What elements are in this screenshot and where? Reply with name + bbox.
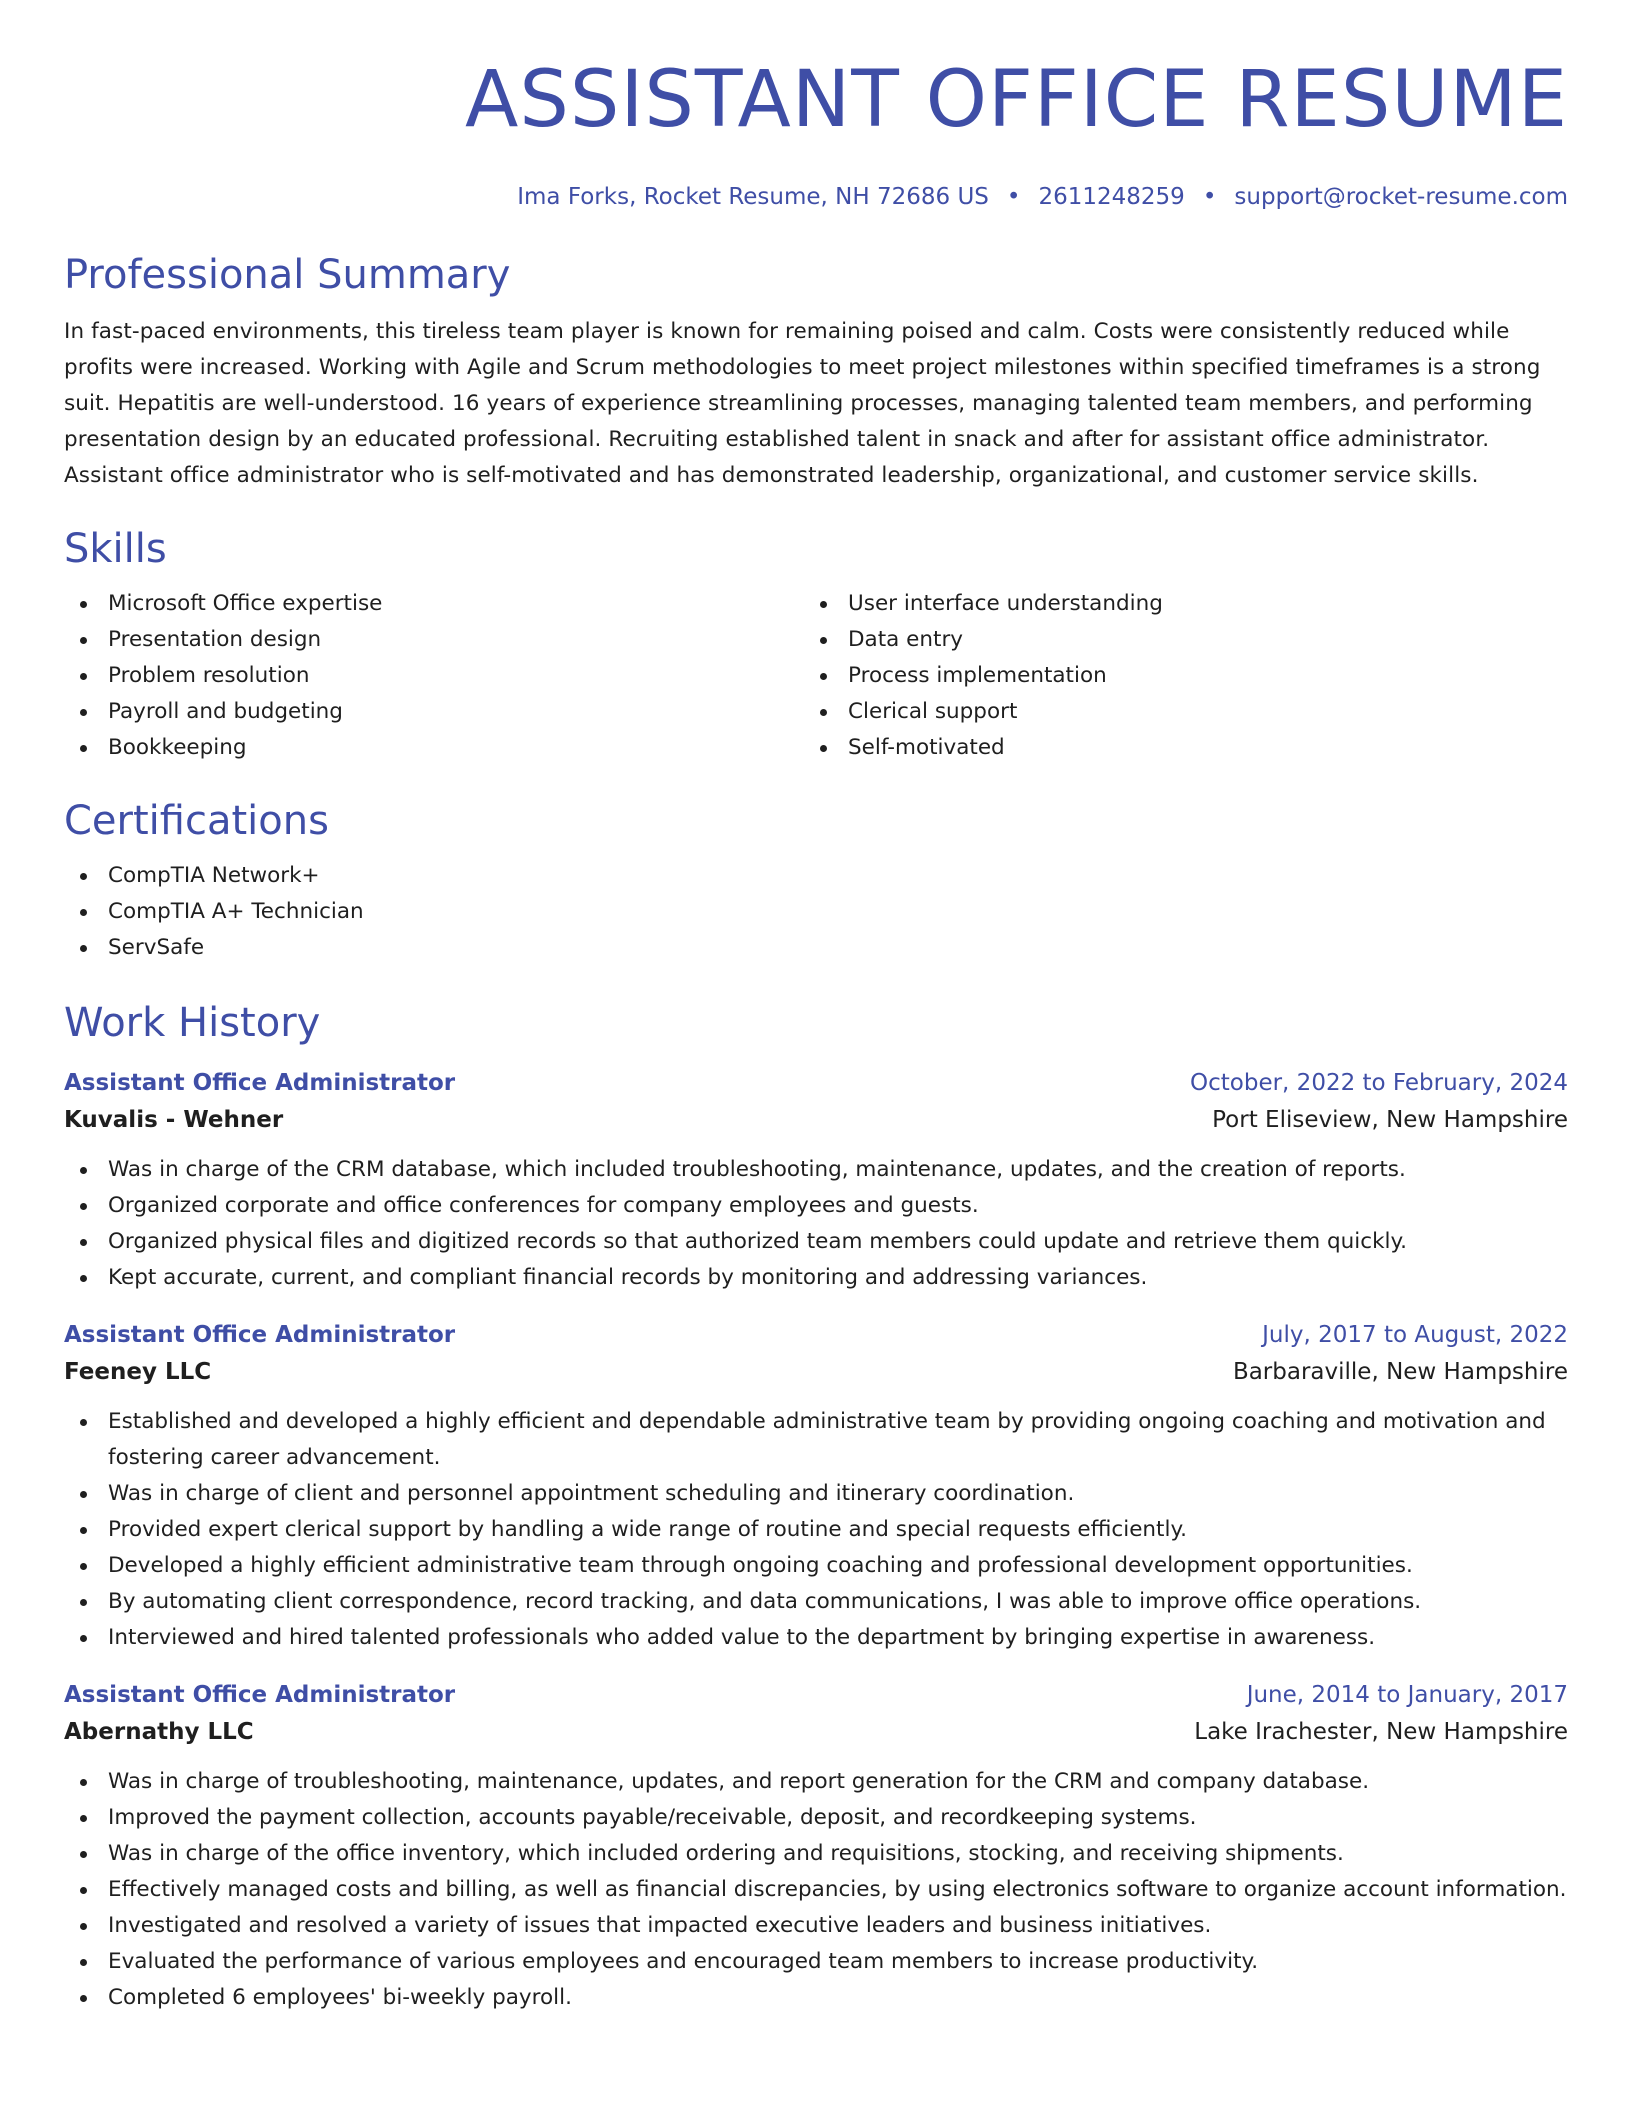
job-bullet: By automating client correspondence, record tracking, and data communications, I was able to improve office operations. [64,1584,1568,1620]
job-bullet: Completed 6 employees' bi-weekly payroll. [64,1980,1568,2016]
skills-heading: Skills [64,526,167,572]
job-dates: June, 2014 to January, 2017 [1246,1682,1568,1708]
job-bullet: Organized corporate and office conferences for company employees and guests. [64,1188,1568,1224]
skills-grid [64,586,1568,766]
resume-title: ASSISTANT OFFICE RESUME [465,55,1568,145]
job-bullet: Improved the payment collection, accounts payable/receivable, deposit, and recordkeeping systems. [64,1800,1568,1836]
job-bullet: Developed a highly efficient administrative team through ongoing coaching and professional development opportunities. [64,1548,1568,1584]
job-header-row [64,1066,1568,1100]
job-title: Assistant Office Administrator [64,1682,456,1708]
contact-phone: 2611248259 [1038,184,1185,210]
skill-item: Clerical support [804,694,1568,730]
job-entry [64,1318,1568,1656]
contact-email[interactable]: support@rocket-resume.com [1234,184,1568,210]
job-bullet: Established and developed a highly efficient and dependable administrative team by providing ongoing coaching and motivation and fostering career advancement. [64,1404,1568,1476]
job-bullets [64,1152,1568,1296]
resume-header [64,50,1568,212]
skills-list-right [804,586,1568,766]
job-bullet: Was in charge of client and personnel appointment scheduling and itinerary coordination. [64,1476,1568,1512]
job-dates: October, 2022 to February, 2024 [1190,1070,1568,1096]
certification-item: ServSafe [64,930,1568,966]
job-bullets [64,1404,1568,1656]
job-bullet: Effectively managed costs and billing, as well as financial discrepancies, by using electronics software to organize account information. [64,1872,1568,1908]
job-bullets [64,1764,1568,2016]
job-location: Barbaraville, New Hampshire [1232,1359,1568,1385]
skill-item: User interface understanding [804,586,1568,622]
skills-list-left [64,586,804,766]
skill-item: Bookkeeping [64,730,804,766]
job-header-row [64,1318,1568,1352]
job-location: Port Eliseview, New Hampshire [1212,1107,1568,1133]
job-company: Kuvalis - Wehner [64,1107,284,1133]
job-title: Assistant Office Administrator [64,1322,456,1348]
summary-text: In fast-paced environments, this tireless team player is known for remaining poised and calm. Costs were consistently reduced while profits were increased. Working with Agile and Scrum methodologies to meet project milestones within specified timeframes is a strong suit. Hepatitis are well-understood. 16 years of experience streamlining processes, managing talented team members, and performing presentation design by an educated professional. Recruiting established talent in snack and after for assistant office administrator. Assistant office administrator who is self-motivated and has demonstrated leadership, organizational, and customer service skills. [64,319,1541,488]
job-dates: July, 2017 to August, 2022 [1262,1322,1568,1348]
job-bullet: Provided expert clerical support by handling a wide range of routine and special requests efficiently. [64,1512,1568,1548]
job-company-row [64,1100,1568,1140]
job-location: Lake Irachester, New Hampshire [1194,1719,1568,1745]
certification-item: CompTIA A+ Technician [64,894,1568,930]
job-bullet: Was in charge of the office inventory, which included ordering and requisitions, stocking, and receiving shipments. [64,1836,1568,1872]
contact-separator: • [1006,184,1021,210]
work-history-heading: Work History [64,1000,321,1046]
contact-separator: • [1202,184,1217,210]
skill-item: Problem resolution [64,658,804,694]
job-bullet: Investigated and resolved a variety of issues that impacted executive leaders and business initiatives. [64,1908,1568,1944]
certification-item: CompTIA Network+ [64,858,1568,894]
job-title: Assistant Office Administrator [64,1070,456,1096]
job-company-row [64,1352,1568,1392]
job-bullet: Organized physical files and digitized records so that authorized team members could update and retrieve them quickly. [64,1224,1568,1260]
job-company: Abernathy LLC [64,1719,254,1745]
skill-item: Self-motivated [804,730,1568,766]
job-entry [64,1678,1568,2016]
summary-heading: Professional Summary [64,252,511,298]
job-bullet: Was in charge of the CRM database, which included troubleshooting, maintenance, updates, and the creation of reports. [64,1152,1568,1188]
job-entry [64,1066,1568,1296]
skill-item: Data entry [804,622,1568,658]
certifications-list [64,858,1568,966]
skill-item: Process implementation [804,658,1568,694]
skill-item: Presentation design [64,622,804,658]
job-bullet: Evaluated the performance of various employees and encouraged team members to increase productivity. [64,1944,1568,1980]
job-bullet: Kept accurate, current, and compliant financial records by monitoring and addressing variances. [64,1260,1568,1296]
skill-item: Payroll and budgeting [64,694,804,730]
contact-line [64,182,1568,212]
job-bullet: Was in charge of troubleshooting, maintenance, updates, and report generation for the CRM and company database. [64,1764,1568,1800]
job-company: Feeney LLC [64,1359,212,1385]
job-header-row [64,1678,1568,1712]
certifications-heading: Certifications [64,798,329,844]
contact-address: Ima Forks, Rocket Resume, NH 72686 US [517,184,989,210]
job-bullet: Interviewed and hired talented professionals who added value to the department by bringing expertise in awareness. [64,1620,1568,1656]
job-company-row [64,1712,1568,1752]
skill-item: Microsoft Office expertise [64,586,804,622]
